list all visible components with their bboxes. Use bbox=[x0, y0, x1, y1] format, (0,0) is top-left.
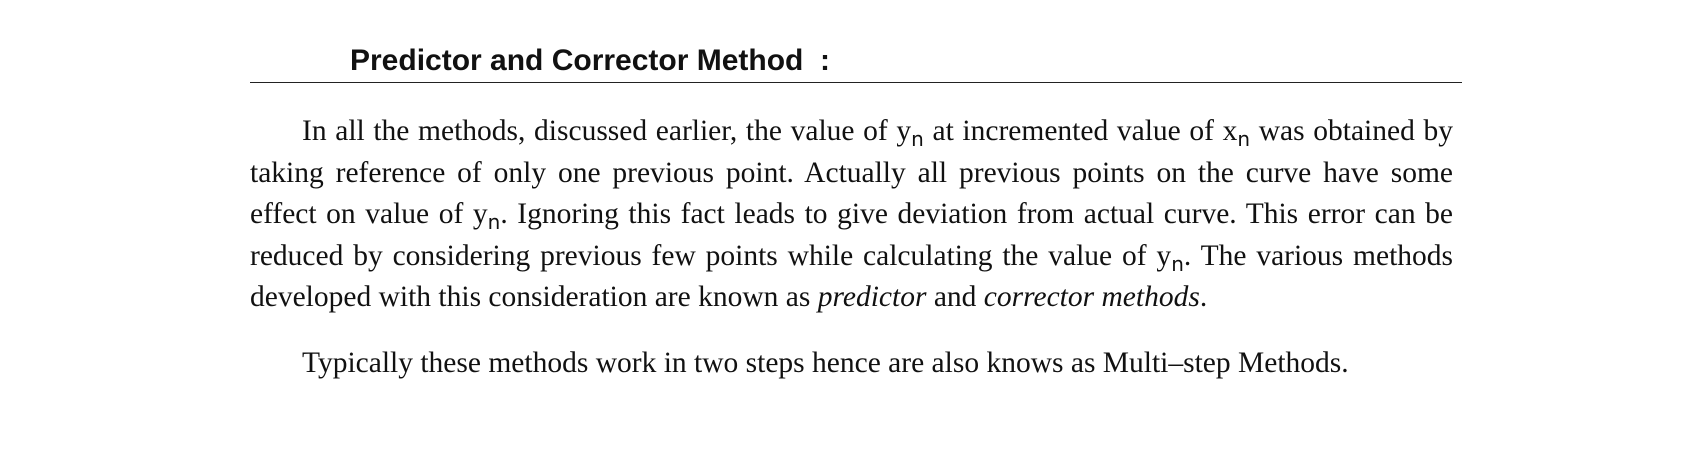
paragraph-1-run-3: was obtained by taking reference of only one previous point. Actually all previous points on the curve have some effect on value of y bbox=[250, 115, 1453, 230]
emphasis-corrector-methods: corrector methods bbox=[983, 281, 1200, 313]
subscript-n: n bbox=[1171, 251, 1184, 276]
paragraph-1-text bbox=[250, 111, 1453, 319]
document-page bbox=[250, 38, 1462, 384]
heading-colon: : bbox=[803, 44, 831, 77]
paragraph-1-run-5: . The various methods developed with this consideration are known as bbox=[250, 239, 1453, 313]
heading-title: Predictor and Corrector Method bbox=[350, 44, 804, 77]
paragraph-1-run-7: . bbox=[1199, 281, 1208, 313]
subscript-n: n bbox=[911, 127, 924, 151]
paragraph-2 bbox=[250, 343, 1453, 385]
subscript-n: n bbox=[487, 210, 501, 234]
paragraph-2-text: Typically these methods work in two steps hence are also knows as Multi–step Methods. bbox=[302, 346, 1349, 379]
paragraph-1-run-4: . Ignoring this fact leads to give deviation from actual curve. This error can be reduced by considering previous few points while calculating the value of y bbox=[250, 198, 1453, 272]
paragraph-1 bbox=[250, 111, 1453, 319]
paragraph-1-run-1: In all the methods, discussed earlier, the value of y bbox=[302, 115, 912, 147]
emphasis-predictor: predictor bbox=[817, 281, 927, 313]
section-heading-row bbox=[250, 38, 1462, 83]
section-heading bbox=[350, 44, 830, 78]
paragraph-1-run-6: and bbox=[926, 281, 984, 313]
subscript-n: n bbox=[1237, 127, 1251, 151]
paragraph-1-run-2: at incremented value of x bbox=[923, 115, 1238, 147]
